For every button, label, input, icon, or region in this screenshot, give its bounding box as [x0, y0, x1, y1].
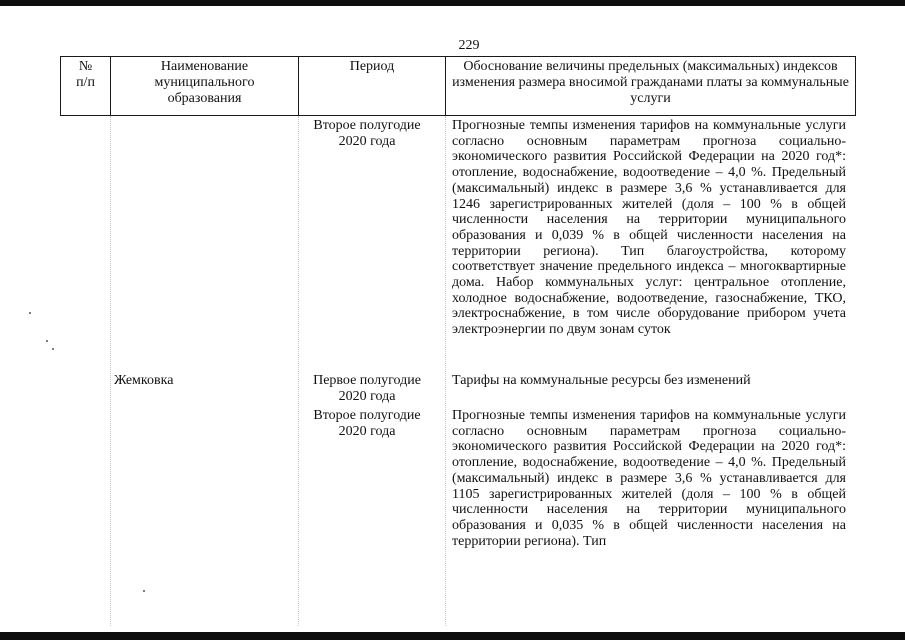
row-period: Второе полугодие 2020 года	[313, 118, 421, 149]
scan-speck	[52, 348, 54, 350]
header-number: № п/п	[61, 57, 111, 115]
row-period: Второе полугодие 2020 года	[313, 408, 421, 439]
table-header	[60, 56, 856, 116]
row-municipality: Жемковка	[114, 373, 174, 388]
page-number: 229	[458, 38, 480, 53]
row-basis: Тарифы на коммунальные ресурсы без изменений	[452, 373, 751, 388]
row-period: Первое полугодие 2020 года	[313, 373, 421, 404]
top-scan-border	[0, 0, 905, 6]
column-guide	[445, 116, 446, 626]
row-basis: Прогнозные темпы изменения тарифов на коммунальные услуги согласно основным параметрам прогноза социально-экономического развития Российской Федерации на 2020 год*: отопление, водоснабжение, водоотведение – 4,0 %. Предельный (максимальный) индекс в размере 3,6 % устанавливается для 1246 зарегистрированных жителей (доля – 100 % в общей численности населения на территории муниципального образования и 0,039 % в общей численности населения на территории региона). Тип благоустройства, которому соответствует значение предельного индекса – многоквартирные дома. Набор коммунальных услуг: центральное отопление, холодное водоснабжение, водоотведение, газоснабжение, ТКО, электроснабжение, в том числе оборудование прибором учета электроэнергии по двум зонам суток	[452, 118, 846, 338]
scan-speck	[143, 590, 145, 592]
header-basis: Обоснование величины предельных (максимальных) индексов изменения размера вносимой гражданами платы за коммунальные услуги	[452, 59, 849, 106]
scan-speck	[29, 312, 31, 314]
bottom-scan-border	[0, 632, 905, 640]
column-guide	[110, 116, 111, 626]
column-guide	[298, 116, 299, 626]
row-basis: Прогнозные темпы изменения тарифов на коммунальные услуги согласно основным параметрам прогноза социально-экономического развития Российской Федерации на 2020 год*: отопление, водоснабжение, водоотведение – 4,0 %. Предельный (максимальный) индекс в размере 3,6 % устанавливается для 1105 зарегистрированных жителей (доля – 100 % в общей численности населения на территории муниципального образования и 0,035 % в общей численности населения на территории региона). Тип	[452, 408, 846, 549]
scan-speck	[46, 340, 48, 342]
header-period: Период	[299, 57, 446, 115]
header-municipality: Наименование муниципального образования	[111, 57, 299, 115]
